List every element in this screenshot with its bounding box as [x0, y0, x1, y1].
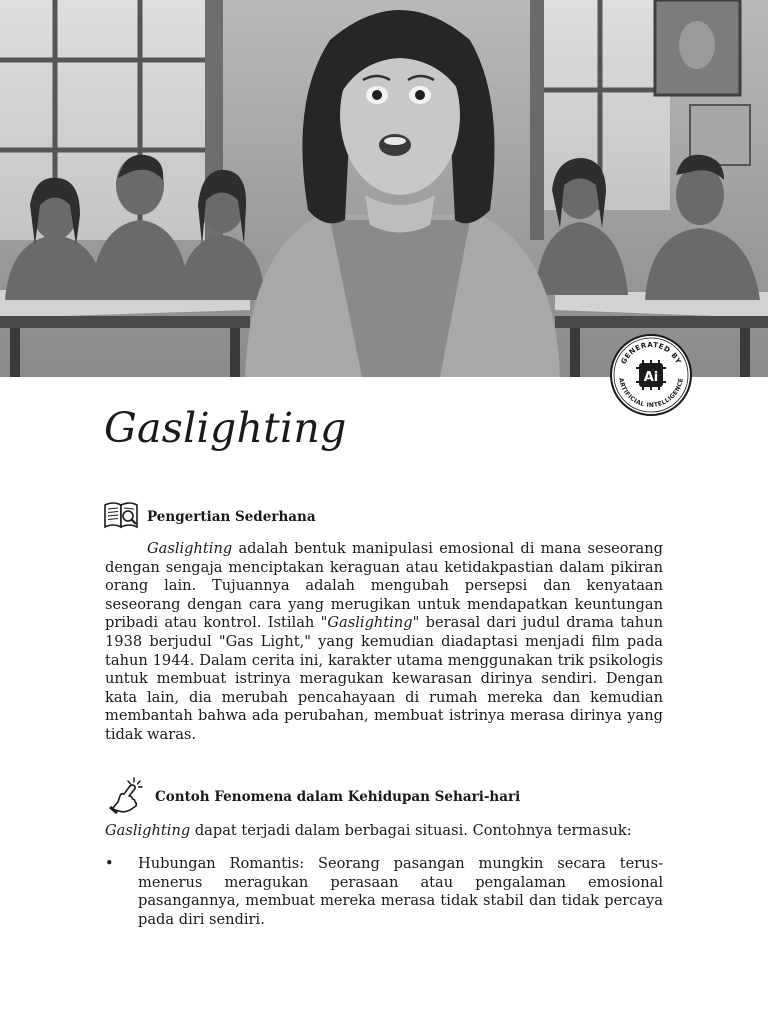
paragraph-run: adalah bentuk manipulasi emosional di mana seseorang dengan sengaja menciptakan keraguan atau ketidakpastian dalam pikiran orang lain. Tujuannya adalah mengubah persepsi dan kenyataan seseorang dengan cara yang merugikan untuk mendapatkan keuntungan pribadi atau kontrol. Istilah " [105, 540, 663, 632]
examples-list [105, 855, 663, 929]
badge-top-text: GENERATED BY [619, 340, 683, 366]
book-magnifier-icon [103, 500, 139, 534]
section-heading-label: Contoh Fenomena dalam Kehidupan Sehari-hari [155, 789, 521, 805]
section-heading-label: Pengertian Sederhana [147, 509, 316, 525]
paragraph-run: Gaslighting [327, 614, 413, 632]
examples-intro [105, 822, 663, 841]
paragraph-run: Gaslighting [147, 540, 233, 557]
section-heading-examples [108, 776, 520, 818]
section-heading-definition [103, 500, 316, 534]
paragraph-run: " berasal dari judul drama tahun 1938 berjudul "Gas Light," yang kemudian diadaptasi menjadi film pada tahun 1944. Dalam cerita ini, karakter utama menggunakan trik psikologis untuk membuat istrinya meragukan kewarasan dirinya sendiri. Dengan kata lain, dia merubah pencahayaan di rumah mereka dan kemudian membantah bahwa ada perubahan, membuat istrinya merasa dirinya yang tidak waras. [105, 614, 663, 743]
definition-paragraph [105, 540, 663, 745]
badge-center-text: Ai [643, 370, 659, 385]
list-item [105, 855, 663, 929]
hero-illustration [0, 0, 768, 377]
badge-bottom-text: ARTIFICIAL INTELLIGENCE [617, 377, 685, 410]
ai-generated-badge [609, 333, 693, 417]
page-title: Gaslighting [104, 404, 347, 452]
intro-run: dapat terjadi dalam berbagai situasi. Contohnya termasuk: [190, 822, 632, 839]
intro-run: Gaslighting [105, 822, 191, 839]
list-item-text: Hubungan Romantis: Seorang pasangan mungkin secara terus-menerus meragukan perasaan atau pengalaman emosional pasangannya, membuat mereka merasa tidak stabil dan tidak percaya pada diri sendiri. [138, 855, 663, 928]
bullet-marker: • [105, 855, 114, 872]
pointing-hand-icon [108, 776, 144, 818]
